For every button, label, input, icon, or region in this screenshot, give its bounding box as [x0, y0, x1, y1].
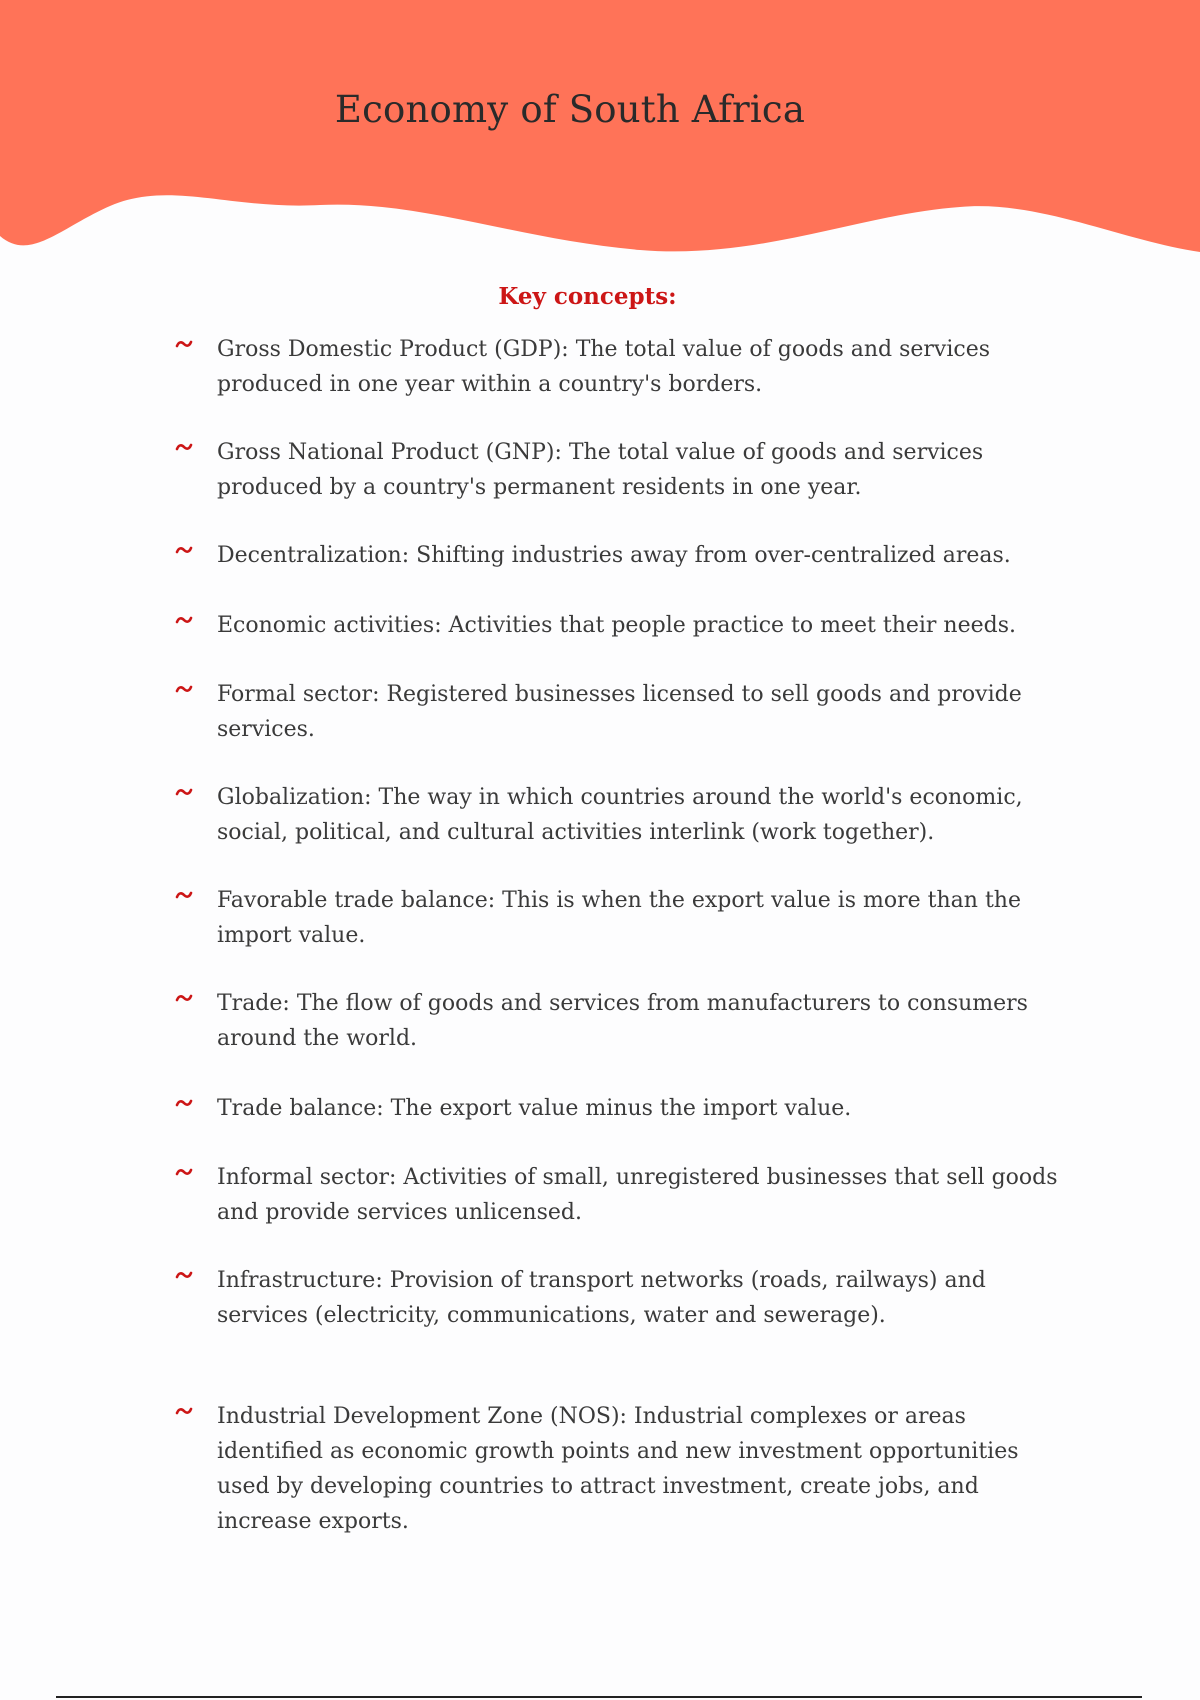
concept-text: Globalization: The way in which countries around the world's economic, social, political, and cultural activities interlink (work together).	[217, 785, 1023, 845]
concept-text: Informal sector: Activities of small, unregistered businesses that sell goods and provide services unlicensed.	[217, 1165, 1058, 1225]
tilde-bullet-icon	[175, 1402, 193, 1420]
concept-text: Trade balance: The export value minus the import value.	[217, 1096, 852, 1121]
concept-text: Industrial Development Zone (NOS): Industrial complexes or areas identified as economic growth points and new investment opportunities used by developing countries to attract investment, create jobs, and increase exports.	[217, 1404, 1019, 1534]
concept-text: Trade: The flow of goods and services from manufacturers to consumers around the world.	[217, 991, 1028, 1051]
tilde-bullet-icon	[175, 611, 193, 629]
footer-divider	[56, 1696, 1142, 1698]
concept-text: Infrastructure: Provision of transport networks (roads, railways) and services (electricity, communications, water and sewerage).	[217, 1268, 986, 1328]
tilde-bullet-icon	[175, 438, 193, 456]
page-header	[0, 0, 1200, 260]
concept-text: Decentralization: Shifting industries away from over-centralized areas.	[217, 543, 1011, 568]
tilde-bullet-icon	[175, 541, 193, 559]
concept-text: Gross Domestic Product (GDP): The total value of goods and services produced in one year within a country's borders.	[217, 337, 991, 397]
tilde-bullet-icon	[175, 335, 193, 353]
tilde-bullet-icon	[175, 1266, 193, 1284]
tilde-bullet-icon	[175, 680, 193, 698]
key-concepts-heading: Key concepts:	[498, 283, 677, 310]
concept-text: Economic activities: Activities that people practice to meet their needs.	[217, 613, 1017, 638]
tilde-bullet-icon	[175, 886, 193, 904]
tilde-bullet-icon	[175, 989, 193, 1007]
tilde-bullet-icon	[175, 783, 193, 801]
tilde-bullet-icon	[175, 1163, 193, 1181]
tilde-bullet-icon	[175, 1094, 193, 1112]
concept-text: Gross National Product (GNP): The total value of goods and services produced by a country's permanent residents in one year.	[217, 440, 984, 500]
page-title: Economy of South Africa	[334, 88, 806, 131]
concept-text: Favorable trade balance: This is when the export value is more than the import value.	[217, 888, 1021, 948]
concept-text: Formal sector: Registered businesses licensed to sell goods and provide services.	[217, 682, 1022, 742]
